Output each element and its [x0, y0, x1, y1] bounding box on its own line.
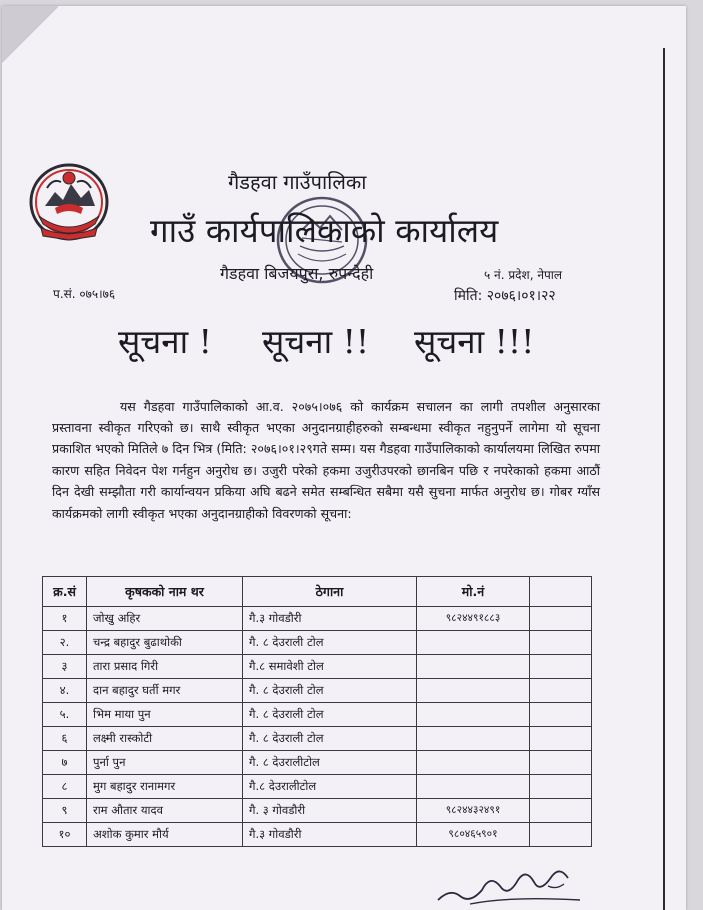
cell-blank	[530, 655, 592, 679]
cell-blank	[530, 679, 592, 703]
cell-name: चन्द्र बहादुर बुढाथोकी	[87, 631, 243, 655]
column-header-phone: मो.नं	[417, 577, 530, 607]
cell-serial: ३	[43, 655, 87, 679]
table-row	[43, 751, 592, 775]
notice-body-paragraph: यस गैडहवा गाउँपालिकाको आ.व. २०७५।०७६ को कार्यक्रम सचालन का लागी तपशील अनुसारका प्रस्तावना स्वीकृत गरिएको छ। साथै स्वीकृत भएका अनुदानग्राहीहरुको सम्बन्धमा स्वीकृत नहुनुपर्ने लागेमा यो सूचना प्रकाशित भएको मितिले ७ दिन भित्र (मिति: २०७६।०१।२९गते सम्म। यस गैडहवा गाउँपालिकाको कार्यालयमा लिखित रुपमा कारण सहित निवेदन पेश गर्नहुन अनुरोध छ। उजुरी परेको हकमा उजुरीउपरको छानबिन पछि र नपरेकाको हकमा आठौं दिन देखी सम्झौता गरी कार्यान्वयन प्रकिया अघि बढने समेत सम्बन्धित सबैमा यसै सुचना मार्फत अनुरोध छ। गोबर ग्याँस कार्यक्रमको लागी स्वीकृत भएका अनुदानग्राहीको विवरणको सूचना:	[52, 398, 600, 521]
document-date: मिति: २०७६।०१।२२	[454, 288, 556, 304]
cell-serial: ५.	[43, 703, 87, 727]
table-row	[43, 631, 592, 655]
cell-blank	[530, 799, 592, 823]
cell-address: गै.८ समावेशी टोल	[243, 655, 417, 679]
cell-address: गै. ८ देउराली टोल	[243, 679, 417, 703]
cell-serial: ९	[43, 799, 87, 823]
cell-address: गै. ८ देउराली टोल	[243, 703, 417, 727]
table-row	[43, 727, 592, 751]
cell-blank	[530, 607, 592, 631]
margin-line	[663, 48, 665, 910]
cell-serial: ८	[43, 775, 87, 799]
nepal-emblem-icon	[25, 158, 113, 244]
office-address: गैडहवा बिजयपुरा, रुपन्देही	[220, 264, 374, 283]
table-row	[43, 607, 592, 631]
cell-address: गै. ३ गोवडौरी	[243, 799, 417, 823]
cell-serial: १०	[43, 823, 87, 847]
notice-heading-2: सूचना !!	[262, 322, 370, 361]
column-header-blank	[530, 577, 592, 607]
cell-serial: ७	[43, 751, 87, 775]
cell-address: गै. ८ देउरालीटोल	[243, 751, 417, 775]
column-header-serial: क्र.सं	[43, 577, 87, 607]
cell-name: जोखु अहिर	[87, 607, 243, 631]
table-row	[43, 679, 592, 703]
cell-blank	[530, 823, 592, 847]
cell-name: पुर्ना पुन	[87, 751, 243, 775]
cell-serial: २.	[43, 631, 87, 655]
cell-phone: ९८०४६५९०१	[417, 823, 530, 847]
cell-phone	[417, 775, 530, 799]
cell-address: गै. ८ देउराली टोल	[243, 631, 417, 655]
cell-phone	[417, 679, 530, 703]
cell-name: राम औतार यादव	[87, 799, 243, 823]
signature-icon	[430, 860, 590, 908]
cell-phone	[417, 751, 530, 775]
reference-number: प.सं. ०७५।७६	[53, 287, 116, 301]
cell-serial: ४.	[43, 679, 87, 703]
cell-blank	[530, 751, 592, 775]
cell-name: दान बहादुर घर्ती मगर	[87, 679, 243, 703]
cell-name: तारा प्रसाद गिरी	[87, 655, 243, 679]
notice-heading-3: सूचना !!!	[414, 322, 535, 361]
cell-name: भिम माया पुन	[87, 703, 243, 727]
notice-heading-1: सूचना !	[118, 322, 212, 361]
recipients-table	[42, 576, 592, 847]
municipality-name: गैडहवा गाउँपालिका	[228, 170, 367, 194]
cell-address: गै.८ देउरालीटोल	[243, 775, 417, 799]
cell-blank	[530, 727, 592, 751]
table-row	[43, 703, 592, 727]
cell-blank	[530, 775, 592, 799]
column-header-address: ठेगाना	[243, 577, 417, 607]
cell-address: गै.३ गोवडौरी	[243, 823, 417, 847]
paper-fold-corner	[2, 6, 58, 64]
cell-address: गै.३ गोवडौरी	[243, 607, 417, 631]
cell-phone	[417, 655, 530, 679]
cell-phone: ९८२४४९१८८३	[417, 607, 530, 631]
table-row	[43, 655, 592, 679]
cell-address: गै. ८ देउराली टोल	[243, 727, 417, 751]
cell-phone	[417, 703, 530, 727]
cell-phone	[417, 727, 530, 751]
office-title: गाउँ कार्यपालिकाको कार्यालय	[150, 211, 499, 250]
table-row	[43, 775, 592, 799]
cell-name: मुग बहादुर रानामगर	[87, 775, 243, 799]
cell-blank	[530, 703, 592, 727]
cell-name: अशोक कुमार मौर्य	[87, 823, 243, 847]
cell-phone: ९८२४४३२४९१	[417, 799, 530, 823]
cell-phone	[417, 631, 530, 655]
province-label: ५ नं. प्रदेश, नेपाल	[484, 268, 563, 282]
table-row	[43, 799, 592, 823]
table-header-row	[43, 577, 592, 607]
cell-serial: ६	[43, 727, 87, 751]
table-row	[43, 823, 592, 847]
cell-name: लक्ष्मी रास्कोटी	[87, 727, 243, 751]
cell-serial: १	[43, 607, 87, 631]
cell-blank	[530, 631, 592, 655]
column-header-name: कृषकको नाम थर	[87, 577, 243, 607]
